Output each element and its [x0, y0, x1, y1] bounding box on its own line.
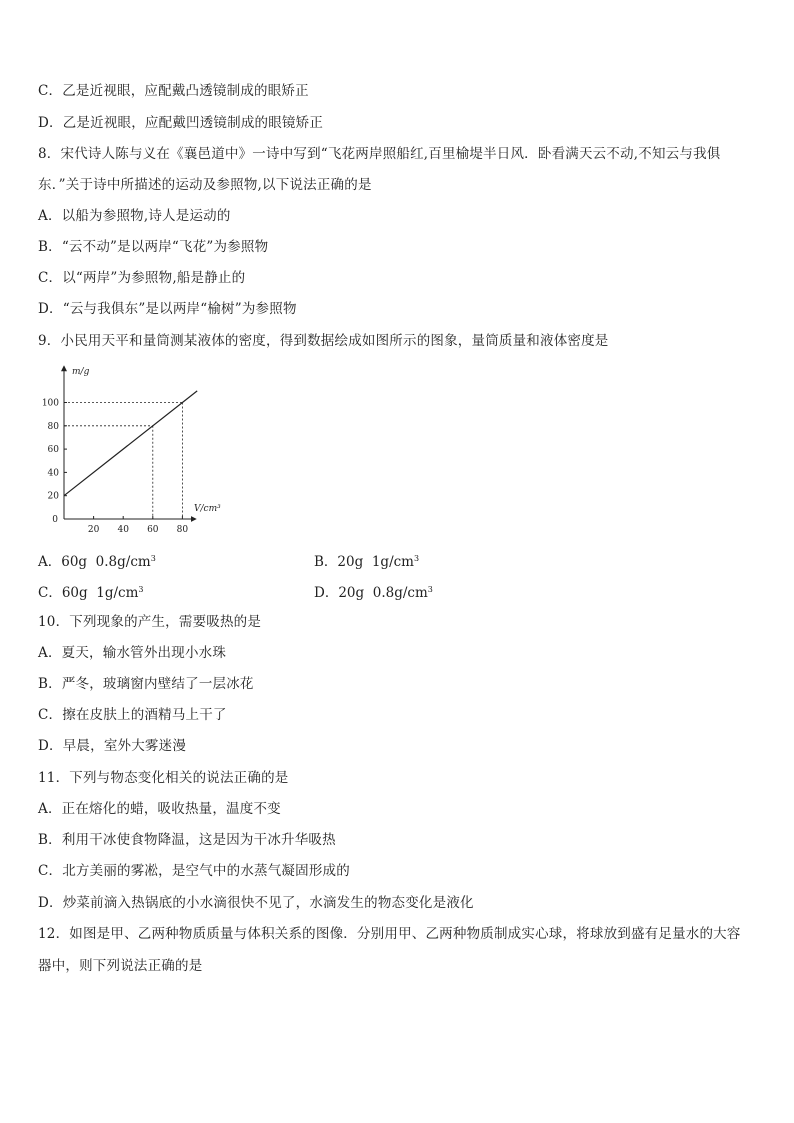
question-12-stem-line2: 器中，则下列说法正确的是 [38, 958, 203, 974]
origin-label: 0 [52, 515, 58, 525]
x-tick-label: 80 [176, 525, 189, 535]
question-12-stem-line1: 12．如图是甲、乙两种物质质量与体积关系的图像．分别用甲、乙两种物质制成实心球，将球放到盛有足量水的大容 [38, 926, 741, 942]
mass-volume-graph [38, 360, 238, 536]
question-11-option-d: D．炒菜前滴入热锅底的小水滴很快不见了，水滴发生的物态变化是液化 [38, 895, 474, 911]
series-line [64, 391, 197, 496]
question-9-option-a: A．60g $0.8g/cm^3$ [38, 554, 156, 570]
graph-axes [64, 366, 196, 519]
y-tick-label: 20 [47, 491, 59, 502]
question-11-option-c: C．北方美丽的雾凇，是空气中的水蒸气凝固形成的 [38, 863, 350, 879]
question-8-option-d: D．“云与我俱东”是以两岸“榆树”为参照物 [38, 301, 297, 317]
y-axis-label: m/g [72, 367, 90, 377]
question-8-option-a: A．以船为参照物,诗人是运动的 [38, 208, 231, 224]
x-tick-label: 20 [87, 525, 100, 535]
question-10-option-d: D．早晨，室外大雾迷漫 [38, 738, 187, 754]
question-9-option-d: D．20g $0.8g/cm^3$ [314, 585, 433, 601]
question-8-stem-line2: 东．”关于诗中所描述的运动及参照物,以下说法正确的是 [38, 177, 372, 193]
question-11-stem: 11．下列与物态变化相关的说法正确的是 [38, 770, 289, 786]
question-9-stem: 9．小民用天平和量筒测某液体的密度，得到数据绘成如图所示的图象，量筒质量和液体密度是 [38, 333, 609, 349]
option-d: D．乙是近视眼，应配戴凹透镜制成的眼镜矫正 [38, 115, 324, 131]
x-axis-label: V/cm³ [194, 504, 221, 514]
y-tick-label: 60 [47, 445, 59, 456]
x-tick-label: 60 [147, 525, 159, 535]
option-c: C．乙是近视眼，应配戴凸透镜制成的眼矫正 [38, 83, 309, 99]
question-10-option-a: A．夏天，输水管外出现小水珠 [38, 645, 227, 661]
y-tick-label: 40 [47, 468, 59, 479]
question-10-option-c: C．擦在皮肤上的酒精马上干了 [38, 707, 227, 723]
question-8-stem-line1: 8．宋代诗人陈与义在《襄邑道中》一诗中写到“飞花两岸照船红,百里榆堤半日风．卧看满天云不动,不知云与我俱 [38, 146, 721, 162]
question-10-stem: 10．下列现象的产生，需要吸热的是 [38, 614, 262, 630]
question-11-option-a: A．正在熔化的蜡，吸收热量，温度不变 [38, 801, 281, 817]
question-9-option-b: B．20g $1g/cm^3$ [314, 554, 420, 570]
graph-series [64, 391, 197, 496]
graph-guides [64, 403, 182, 520]
y-tick-label: 100 [41, 398, 59, 409]
question-8-option-c: C．以“两岸”为参照物,船是静止的 [38, 270, 246, 286]
x-tick-label: 40 [117, 525, 129, 535]
question-10-option-b: B．严冬，玻璃窗内壁结了一层冰花 [38, 676, 254, 692]
question-9-option-c: C．60g $1g/cm^3$ [38, 585, 144, 601]
y-tick-label: 80 [47, 421, 59, 432]
question-8-option-b: B．“云不动”是以两岸“飞花”为参照物 [38, 239, 269, 255]
question-11-option-b: B．利用干冰使食物降温，这是因为干冰升华吸热 [38, 832, 336, 848]
